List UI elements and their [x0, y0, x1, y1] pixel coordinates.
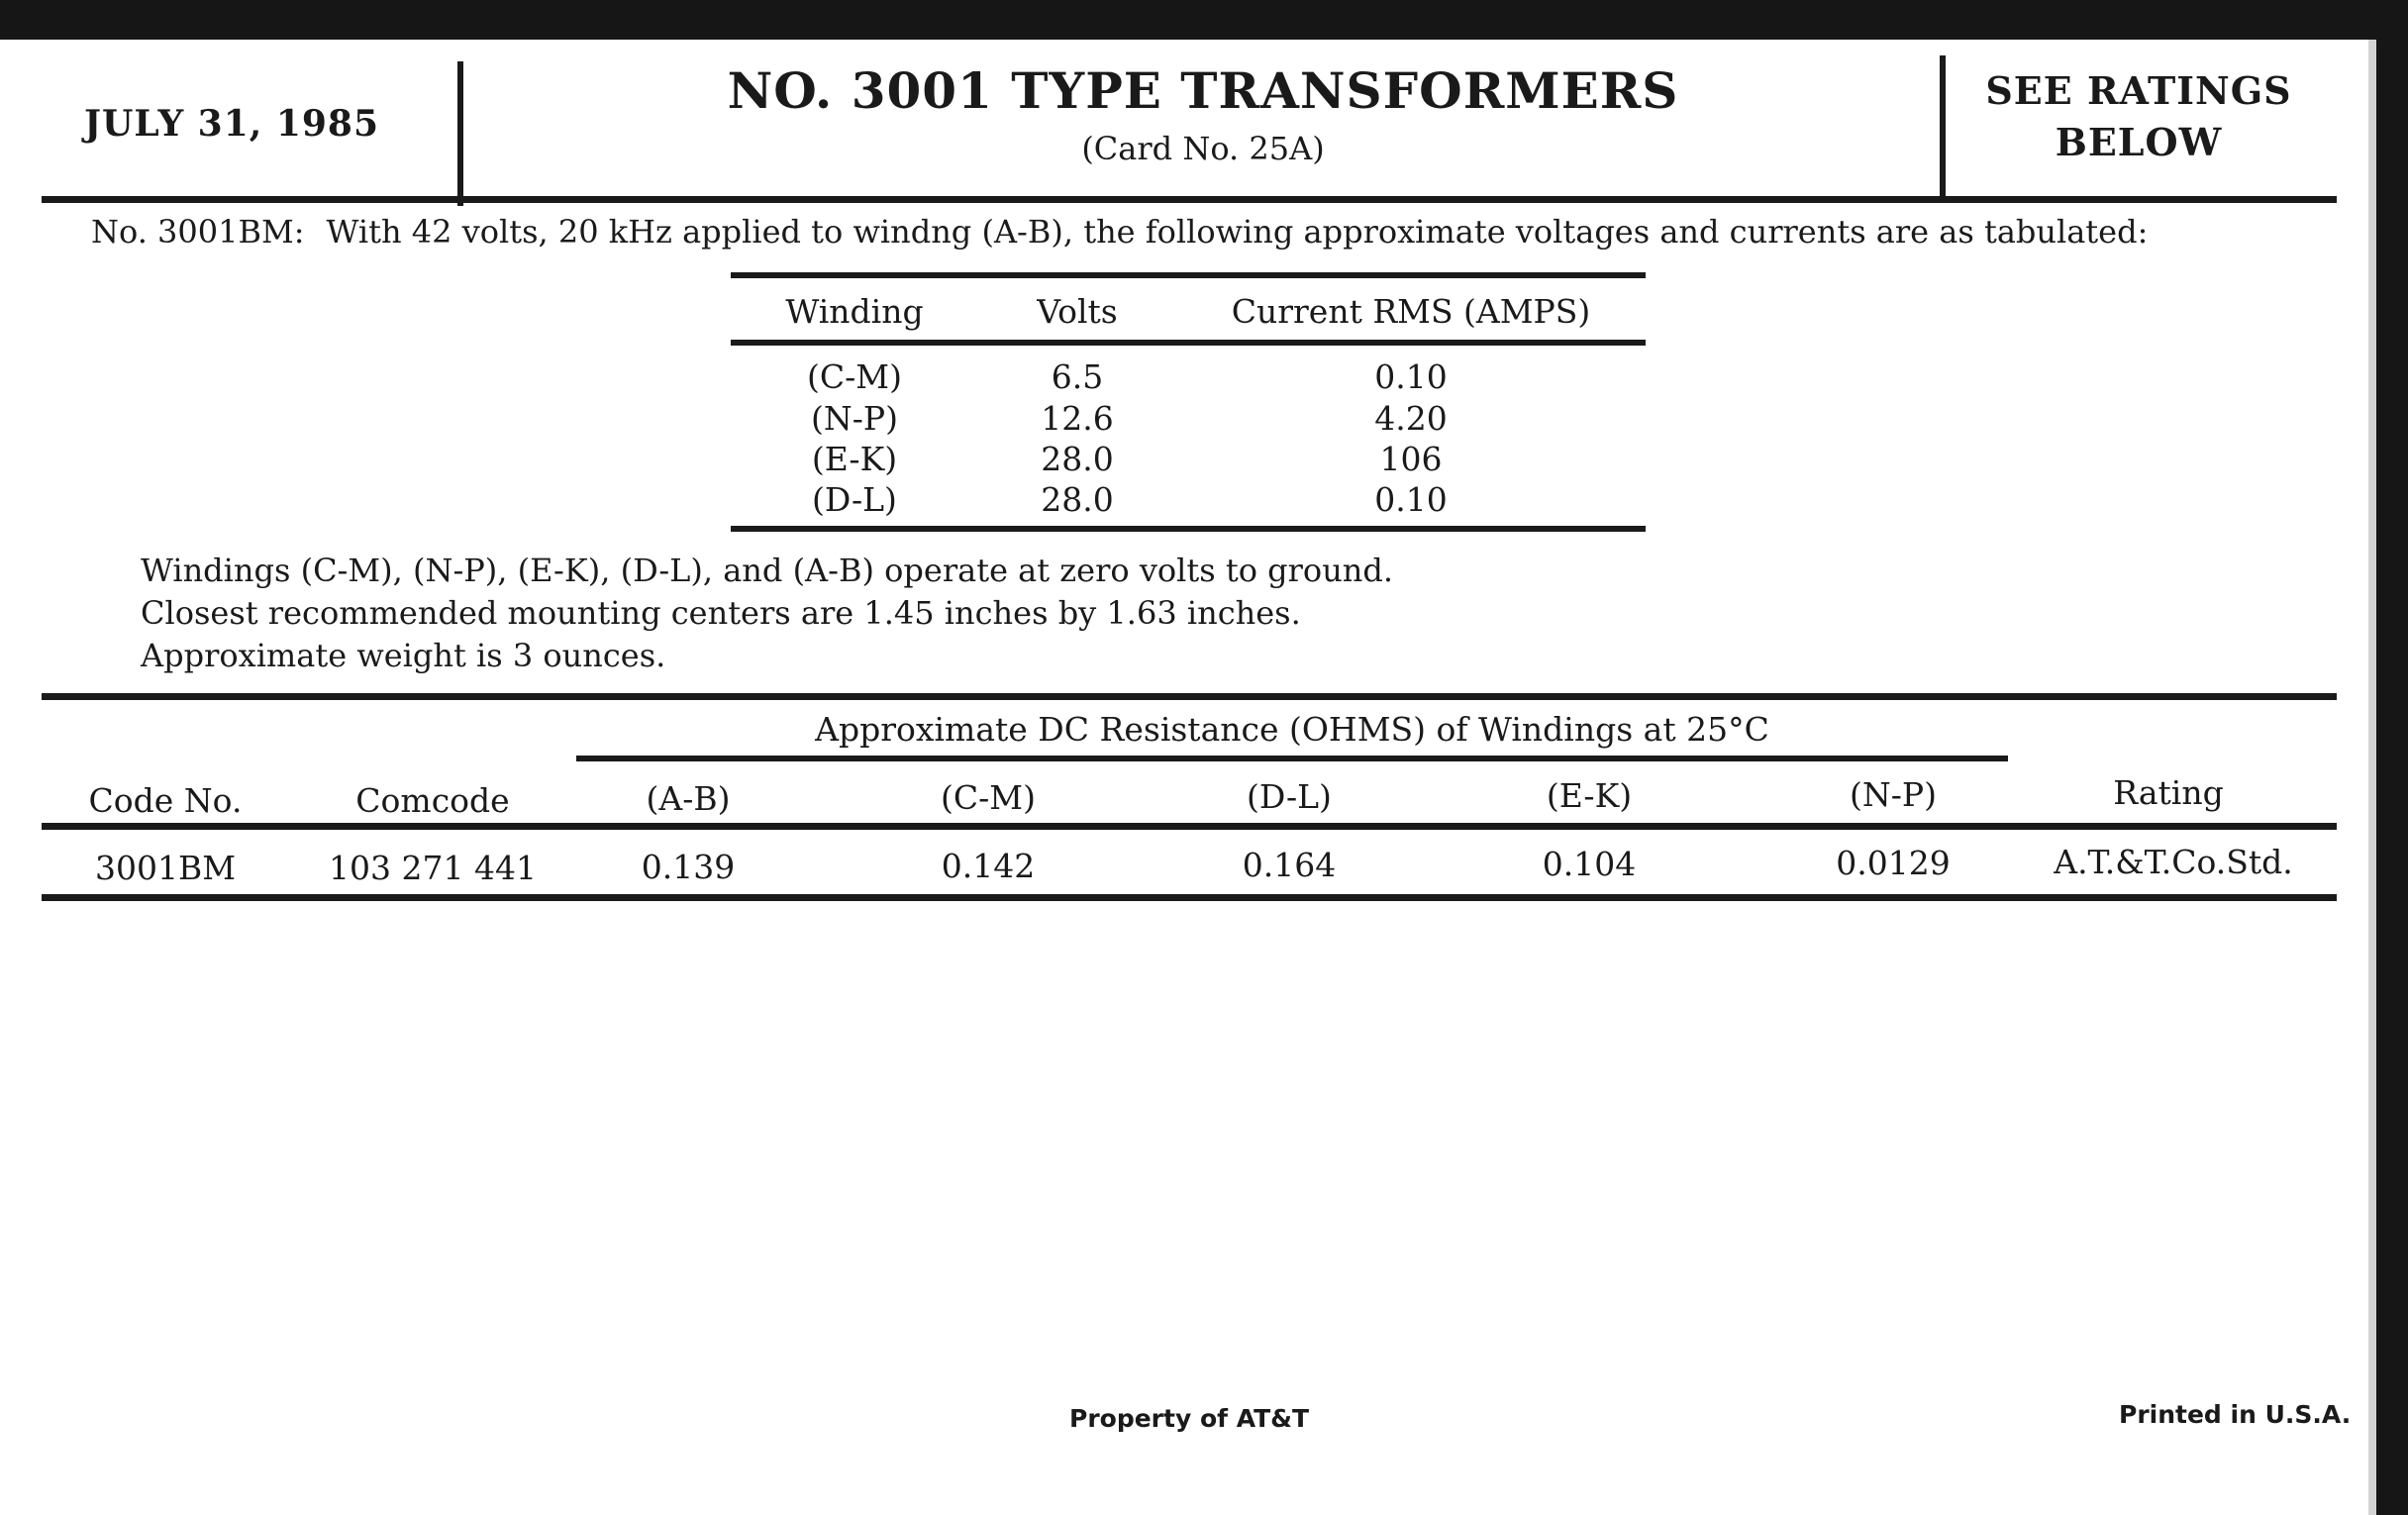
resistance-table-bottom-rule [42, 894, 2337, 901]
winding-table-top-rule [731, 272, 1646, 278]
winding-cell-volts: 28.0 [1041, 480, 1114, 519]
winding-cell-current: 0.10 [1374, 357, 1448, 396]
resistance-cell-rating: A.T.&T.Co.Std. [2054, 843, 2293, 881]
resistance-table-header-rule [42, 823, 2337, 830]
note-line: Windings (C-M), (N-P), (E-K), (D-L), and (A-B) operate at zero volts to ground. [141, 552, 1394, 589]
resistance-group-title: Approximate DC Resistance (OHMS) of Windings at 25°C [815, 710, 1769, 749]
ratings-note-line1: SEE RATINGS [1985, 68, 2292, 113]
resistance-table-top-rule [42, 693, 2337, 700]
winding-table-bottom-rule [731, 526, 1646, 532]
resistance-cell-cm: 0.142 [941, 847, 1036, 885]
resistance-cell-comcode: 103 271 441 [329, 849, 537, 887]
note-line: Closest recommended mounting centers are 1.45 inches by 1.63 inches. [141, 594, 1301, 632]
winding-cell-name: (N-P) [811, 399, 898, 438]
resistance-header-cm: (C-M) [941, 778, 1036, 817]
winding-table [731, 272, 1646, 540]
resistance-header-code: Code No. [88, 781, 243, 820]
resistance-header-rating: Rating [2113, 773, 2224, 812]
resistance-cell-dl: 0.164 [1242, 846, 1337, 884]
header-divider-left [457, 61, 463, 206]
winding-header-current: Current RMS (AMPS) [1231, 292, 1591, 331]
scan-right-border [2376, 0, 2408, 1515]
resistance-cell-code: 3001BM [94, 849, 237, 887]
resistance-group-rule [576, 756, 2008, 761]
winding-cell-name: (E-K) [811, 440, 898, 478]
winding-header-winding: Winding [785, 292, 924, 331]
winding-table-header-rule [731, 340, 1646, 346]
winding-cell-current: 0.10 [1374, 480, 1448, 519]
intro-text: With 42 volts, 20 kHz applied to windng (A-B), the following approximate voltages and currents are as tabulated: [326, 213, 2149, 251]
ratings-note-line2: BELOW [2055, 120, 2223, 164]
header-rule [42, 196, 2337, 203]
scan-top-border [0, 0, 2408, 40]
note-line: Approximate weight is 3 ounces. [141, 637, 666, 674]
scan-right-edge [2368, 40, 2376, 1515]
winding-cell-volts: 12.6 [1041, 399, 1114, 438]
resistance-header-ek: (E-K) [1546, 776, 1633, 815]
footer-property: Property of AT&T [1069, 1404, 1310, 1433]
card-date: JULY 31, 1985 [84, 103, 380, 145]
winding-cell-volts: 28.0 [1041, 440, 1114, 478]
card-title: NO. 3001 TYPE TRANSFORMERS [727, 61, 1679, 120]
intro-code: No. 3001BM: [91, 213, 305, 251]
winding-cell-current: 106 [1379, 440, 1443, 478]
notes [141, 550, 1393, 677]
winding-header-volts: Volts [1037, 292, 1118, 331]
resistance-cell-ek: 0.104 [1542, 845, 1637, 883]
card-number: (Card No. 25A) [1081, 130, 1325, 167]
intro-line [91, 213, 2148, 251]
resistance-header-ab: (A-B) [646, 779, 731, 818]
winding-cell-name: (D-L) [812, 480, 897, 519]
footer-printed: Printed in U.S.A. [2119, 1400, 2352, 1429]
resistance-header-comcode: Comcode [355, 781, 510, 820]
winding-cell-volts: 6.5 [1051, 357, 1104, 396]
resistance-cell-ab: 0.139 [641, 848, 736, 886]
winding-cell-name: (C-M) [807, 357, 902, 396]
ratings-note [1946, 65, 2332, 168]
resistance-header-dl: (D-L) [1247, 777, 1332, 816]
winding-cell-current: 4.20 [1374, 399, 1448, 438]
resistance-cell-np: 0.0129 [1836, 844, 1951, 882]
resistance-header-np: (N-P) [1850, 775, 1937, 814]
